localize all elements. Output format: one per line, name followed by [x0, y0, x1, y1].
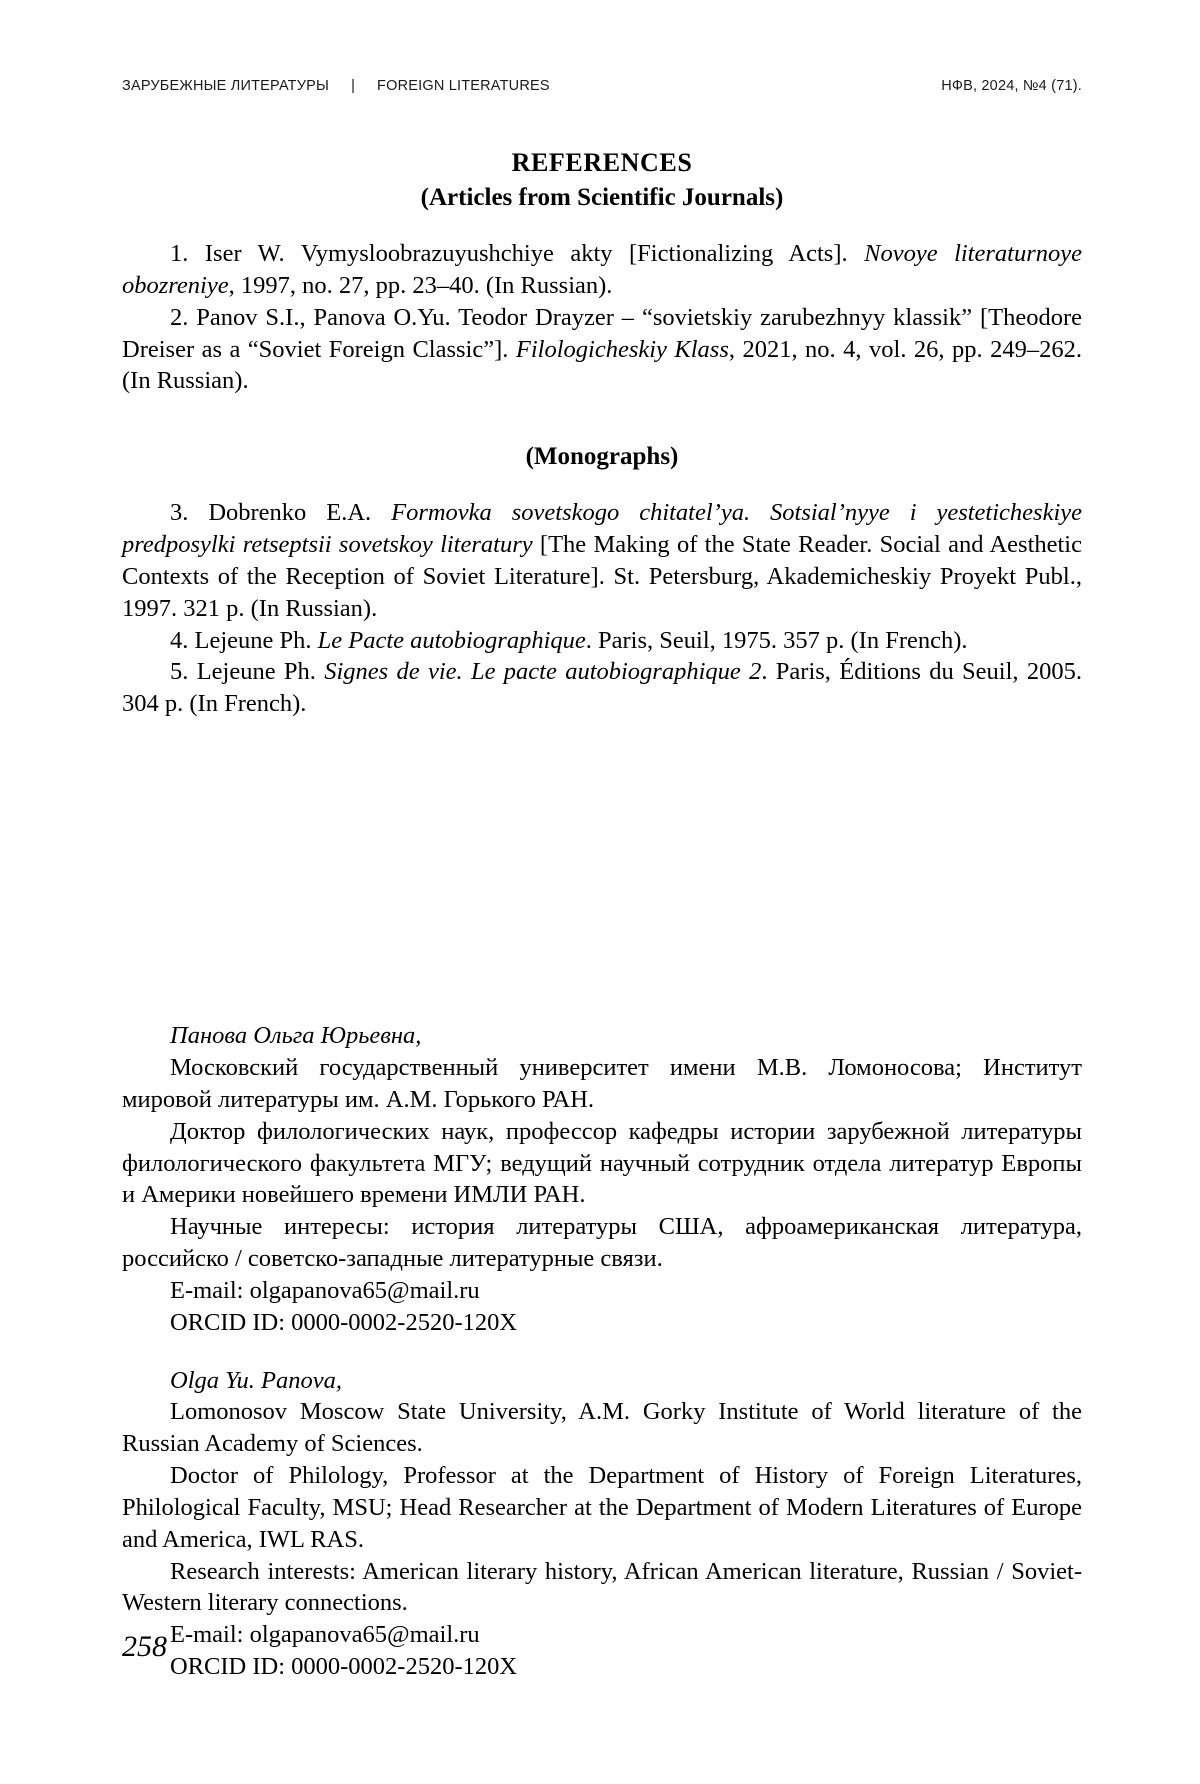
author-info-english	[122, 1365, 1082, 1683]
running-head-en: FOREIGN LITERATURES	[377, 78, 550, 94]
reference-title-italic: Le Pacte autobiographique	[317, 626, 586, 654]
reference-text-post: , 2021, no. 4, vol. 26, pp. 249–262. (In Russian).	[122, 335, 1082, 395]
reference-source-italic: Novoye literaturnoye obozreniye	[122, 240, 1082, 299]
reference-number: 4.	[170, 626, 189, 654]
reference-title-italic: Formovka sovetskogo chitatel’ya. Sotsial’nyye i yesteticheskiye predposylki retseptsii sovetskoy literatury	[122, 499, 1082, 559]
author-affiliation-en: Lomonosov Moscow State University, A.M. Gorky Institute of World literature of the Russian Academy of Sciences.	[122, 1398, 1082, 1458]
author-info-russian	[122, 1020, 1082, 1338]
reference-text-post: . Paris, Seuil, 1975. 357 p. (In French).	[585, 626, 968, 654]
author-interests-ru: Научные интересы: история литературы США, афроамериканская литература, российско / советско-западные литературные связи.	[122, 1213, 1082, 1273]
reference-item	[122, 625, 1082, 657]
subsection-title-monographs: (Monographs)	[525, 443, 679, 471]
reference-list-articles	[122, 238, 1082, 397]
reference-text-pre: Dobrenko E.A.	[188, 499, 392, 527]
running-head-left	[122, 78, 550, 94]
running-head-issue: НФВ, 2024, №4 (71).	[941, 78, 1082, 94]
author-email-ru: E-mail: olgapanova65@mail.ru	[170, 1276, 480, 1304]
running-head	[122, 78, 1082, 96]
running-head-separator: |	[351, 78, 356, 94]
author-email-en: E-mail: olgapanova65@mail.ru	[170, 1621, 480, 1649]
reference-number: 2.	[170, 303, 189, 331]
reference-title-italic: Signes de vie. Le pacte autobiographique 2	[324, 658, 762, 686]
section-spacer	[122, 1339, 1082, 1365]
subsection-title-articles: (Articles from Scientific Journals)	[420, 184, 784, 211]
reference-text-post: , 1997, no. 27, pp. 23–40. (In Russian).	[228, 271, 613, 299]
author-orcid-en: ORCID ID: 0000-0002-2520-120X	[170, 1653, 518, 1681]
reference-number: 3.	[170, 499, 189, 527]
running-head-ru: ЗАРУБЕЖНЫЕ ЛИТЕРАТУРЫ	[122, 78, 330, 94]
author-orcid-ru: ORCID ID: 0000-0002-2520-120X	[170, 1308, 518, 1336]
reference-list-monographs	[122, 497, 1082, 720]
reference-text-pre: Panov S.I., Panova O.Yu. Teodor Drayzer – “sovietskiy zarubezhnyy klassik” [Theodore Dreiser as a “Soviet Foreign Classic”].	[122, 303, 1082, 363]
reference-text-pre: Iser W. Vymysloobrazuyushchiye akty [Fictionalizing Acts].	[188, 240, 865, 267]
reference-item	[122, 238, 1082, 302]
reference-number: 1.	[170, 240, 189, 267]
reference-item	[122, 656, 1082, 720]
author-interests-en: Research interests: American literary history, African American literature, Russian / Soviet-Western literary connections.	[122, 1557, 1082, 1617]
reference-text-pre: Lejeune Ph.	[188, 658, 325, 686]
reference-text-post: [The Making of the State Reader. Social and Aesthetic Contexts of the Reception of Soviet Literature]. St. Petersburg, Akademicheskiy Proyekt Publ., 1997. 321 p. (In Russian).	[122, 531, 1082, 622]
author-name-ru: Панова Ольга Юрьевна,	[170, 1022, 422, 1050]
reference-source-italic: Filologicheskiy Klass	[515, 335, 729, 363]
author-name-en: Olga Yu. Panova,	[170, 1366, 342, 1394]
page-content	[122, 78, 1082, 1683]
reference-text-post: . Paris, Éditions du Seuil, 2005. 304 p. (In French).	[122, 658, 1082, 718]
author-position-ru: Доктор филологических наук, профессор кафедры истории зарубежной литературы филологического факультета МГУ; ведущий научный сотрудник отдела литератур Европы и Америки новейшего времени ИМЛИ РАН.	[122, 1117, 1082, 1209]
page-number: 258	[122, 1630, 167, 1663]
reference-item	[122, 302, 1082, 398]
reference-number: 5.	[170, 658, 189, 686]
reference-text-pre: Lejeune Ph.	[188, 626, 318, 654]
reference-item	[122, 497, 1082, 624]
author-affiliation-ru: Московский государственный университет имени М.В. Ломоносова; Институт мировой литературы им. А.М. Горького РАН.	[122, 1053, 1082, 1113]
section-title-references: REFERENCES	[511, 148, 693, 177]
author-position-en: Doctor of Philology, Professor at the Department of History of Foreign Literatures, Philological Faculty, MSU; Head Researcher at the Department of Modern Literatures of Europe and America, IWL RAS.	[122, 1462, 1082, 1553]
